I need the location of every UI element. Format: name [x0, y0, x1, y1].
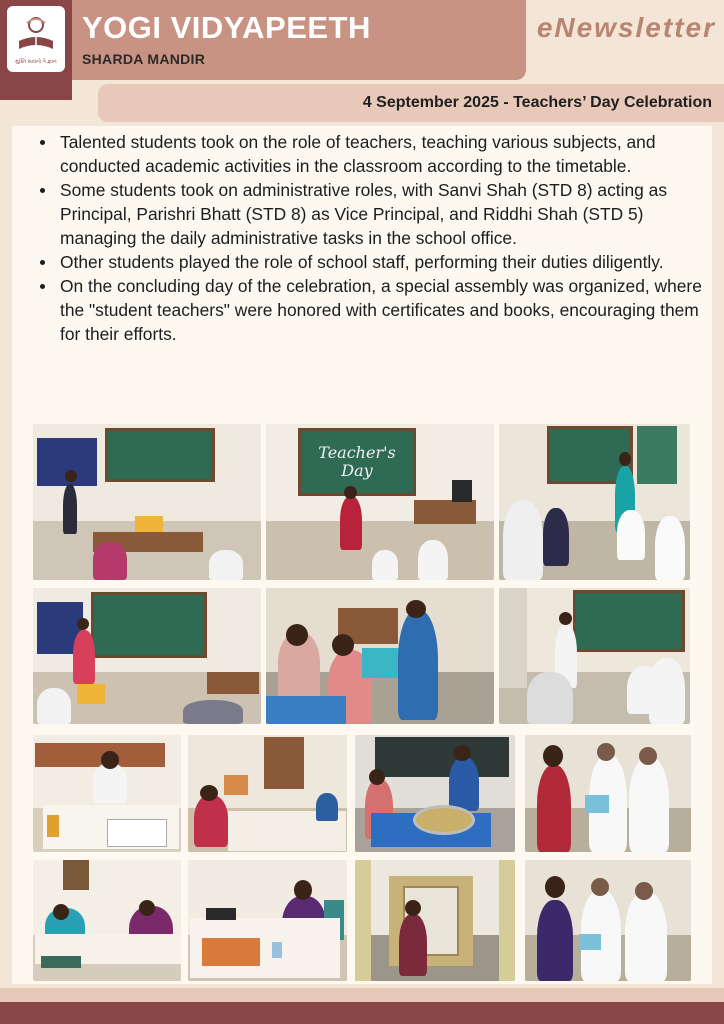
- photo-office-3: [33, 860, 181, 981]
- footer-band: [0, 988, 724, 1002]
- title-banner: [72, 0, 526, 80]
- board-text: Teacher's Day: [318, 443, 396, 480]
- logo-caption: મુક્તિ સાધનો તે જ્ઞાન: [15, 59, 57, 65]
- date-banner: [98, 84, 724, 122]
- school-name: YOGI VIDYAPEETH: [82, 10, 371, 45]
- photo-teachers-day-board: [266, 424, 494, 580]
- bullet-item: On the concluding day of the celebration, a special assembly was organized, where the "student teachers" were honored with certificates and books, encouraging them for their efforts.: [22, 274, 702, 346]
- date-title: 4 September 2025 - Teachers’ Day Celebration: [362, 94, 712, 111]
- bullet-item: Some students took on administrative roles, with Sanvi Shah (STD 8) acting as Principal, Parishri Bhatt (STD 8) as Vice Principal, and Riddhi Shah (STD 5) managing the daily administrative tasks in the school office.: [22, 178, 702, 250]
- enewsletter-label: eNewsletter: [536, 12, 716, 43]
- photo-student-serving: [355, 735, 515, 852]
- book-hands-icon: [13, 13, 59, 57]
- photo-honoring-2: [525, 860, 691, 981]
- photo-office-1: [33, 735, 181, 852]
- school-logo: [0, 0, 72, 100]
- footer-strip: [0, 1002, 724, 1024]
- photo-classroom-2: [33, 588, 261, 724]
- photo-honoring-1: [525, 735, 691, 852]
- photo-office-2: [188, 735, 347, 852]
- school-subtitle: SHARDA MANDIR: [82, 51, 206, 67]
- photo-student-peon: [355, 860, 515, 981]
- photo-students-desk: [266, 588, 494, 724]
- photo-office-4: [188, 860, 347, 981]
- bullet-item: Talented students took on the role of teachers, teaching various subjects, and conducted academic activities in the classroom according to the timetable.: [22, 130, 702, 178]
- photo-student-writing-board: [499, 588, 690, 724]
- photo-classroom-teacher: [499, 424, 690, 580]
- bullet-list: [22, 130, 702, 346]
- photo-classroom-1: [33, 424, 261, 580]
- bullet-item: Other students played the role of school staff, performing their duties diligently.: [22, 250, 702, 274]
- logo-emblem: [7, 6, 65, 72]
